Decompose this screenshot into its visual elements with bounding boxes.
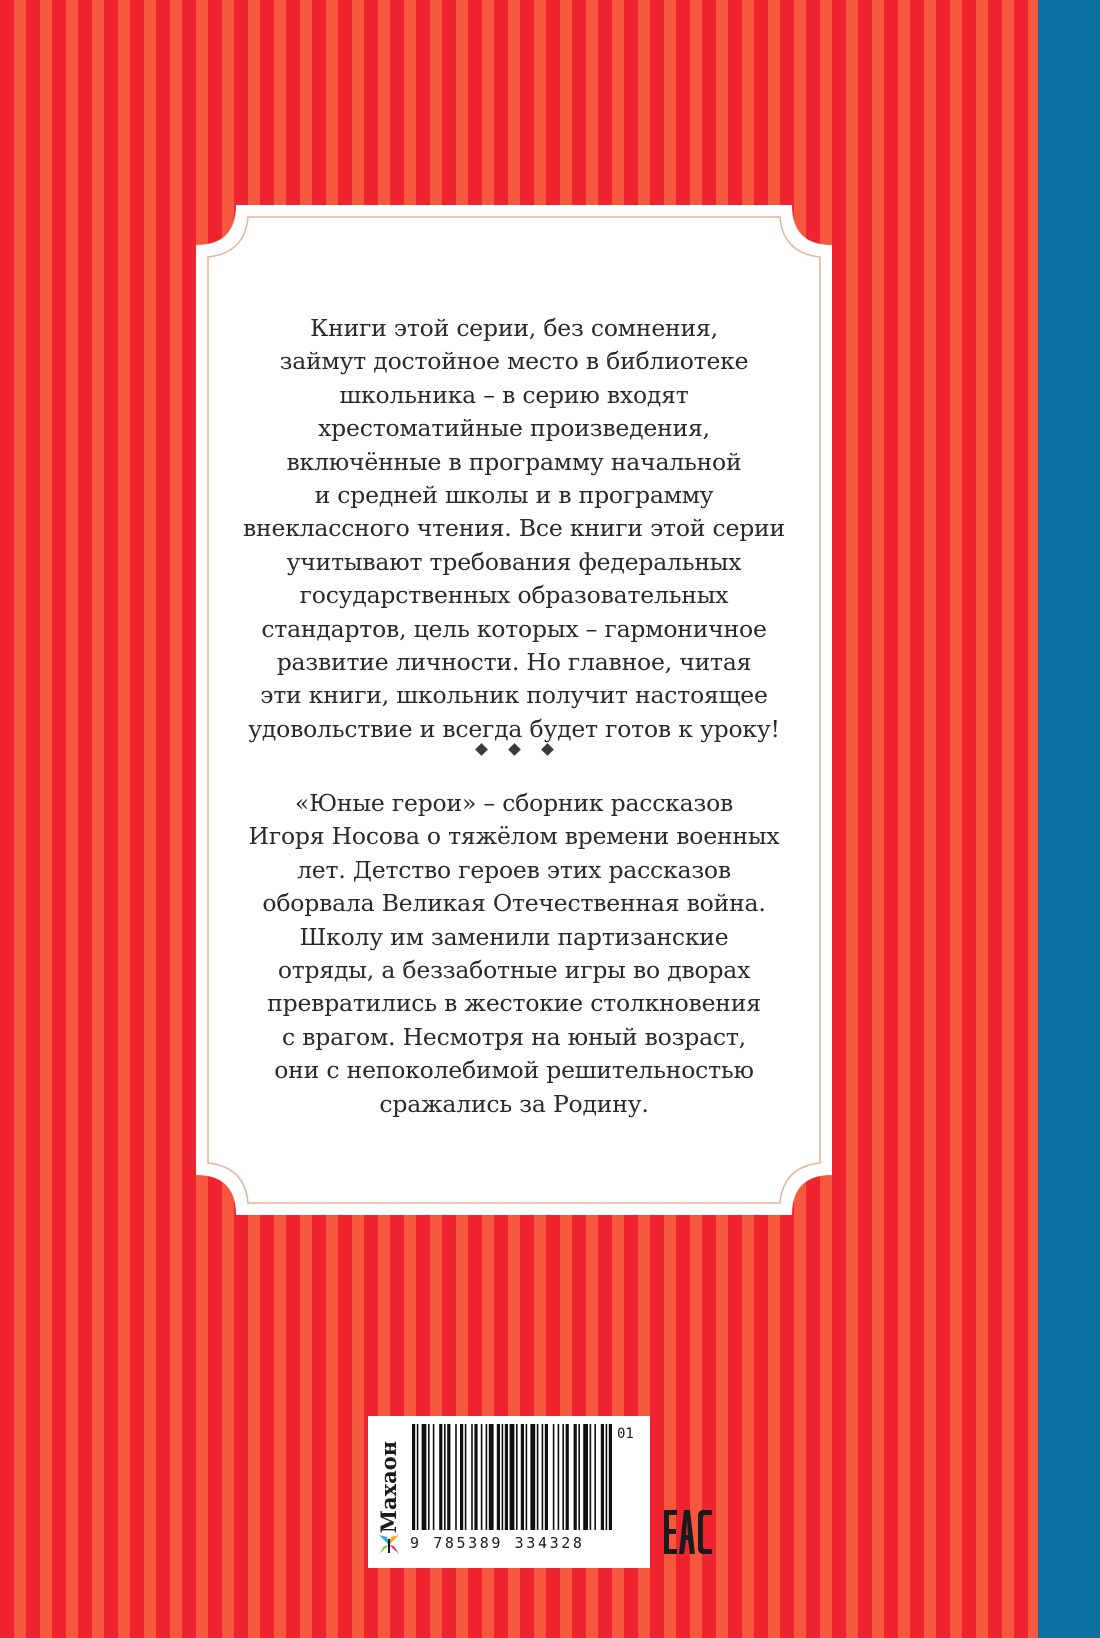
text-card (196, 205, 832, 1215)
text-line: «Юные герои» – сборник рассказов (294, 789, 734, 817)
text-line: лет. Детство героев этих рассказов (297, 855, 731, 884)
text-line: и средней школы и в программу (314, 481, 714, 510)
text-line: Книги этой серии, без сомнения, (310, 314, 718, 342)
text-line: сражались за Родину. (379, 1089, 649, 1118)
text-line: займут достойное место в библиотеке (279, 347, 749, 376)
publisher-name: Махаон (376, 1440, 401, 1534)
text-line: внеклассного чтения. Все книги этой серии (243, 514, 785, 543)
barcode-bars (412, 1424, 644, 1538)
text-line: превратились в жестокие столкновения (267, 989, 761, 1018)
text-line: с врагом. Несмотря на юный возраст, (282, 1022, 746, 1051)
text-line: эти книги, школьник получит настоящее (260, 681, 768, 710)
makhaon-butterfly-icon (376, 1532, 402, 1558)
diamond-icon (475, 743, 488, 756)
text-line: государственных образовательных (299, 581, 729, 610)
series-description (236, 312, 792, 746)
text-line: Школу им заменили партизанские (299, 922, 729, 951)
isbn-number: 9 785389 334328 (410, 1534, 585, 1552)
text-line: стандартов, цель которых – гармоничное (261, 614, 767, 643)
spine-band (1038, 0, 1100, 1638)
text-line: включённые в программу начальной (286, 447, 742, 476)
book-description (236, 787, 792, 1121)
text-line: школьника – в серию входят (339, 380, 689, 409)
text-line: удовольствие и всегда будет готов к уроку! (248, 714, 780, 743)
text-line: развитие личности. Но главное, читая (276, 648, 752, 677)
publisher-mark (372, 1420, 406, 1564)
text-line: хрестоматийные произведения, (318, 414, 710, 443)
text-line: Игоря Носова о тяжёлом времени военных (248, 822, 780, 851)
diamond-icon (508, 743, 521, 756)
diamond-icon (541, 743, 554, 756)
three-diamonds-icon (196, 745, 832, 754)
eac-certification-icon (662, 1508, 714, 1556)
barcode-addon: 01 (617, 1426, 634, 1442)
text-line: учитывают требования федеральных (286, 547, 742, 576)
text-line: они с непоколебимой решительностью (274, 1056, 754, 1085)
text-line: оборвала Великая Отечественная война. (262, 889, 766, 918)
text-line: отряды, а беззаботные игры во дворах (277, 956, 751, 985)
